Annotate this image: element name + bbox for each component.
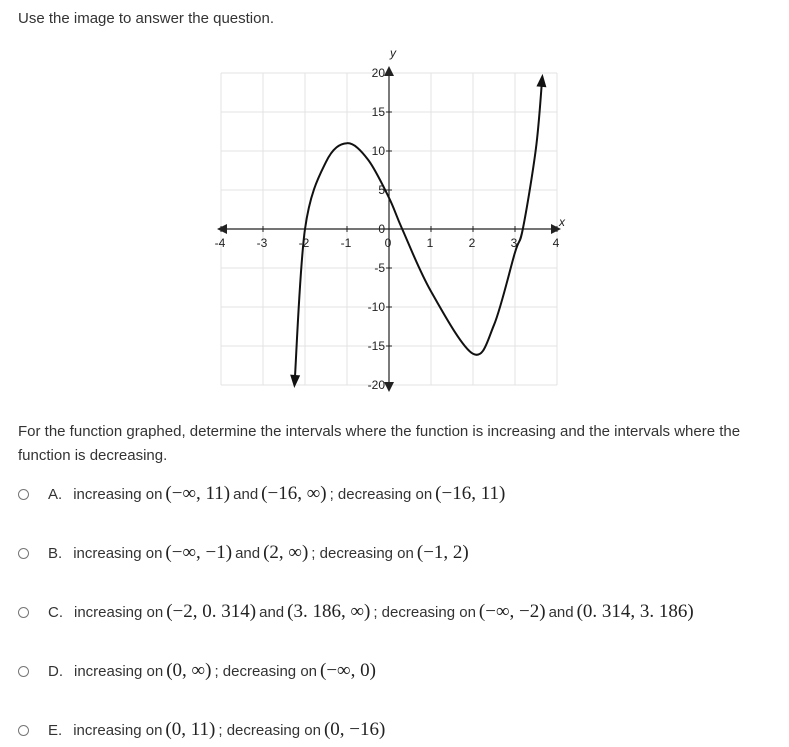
y-tick-label: 15 (371, 105, 385, 119)
x-tick-label: -2 (298, 236, 310, 250)
option-e-letter: E. (48, 721, 63, 739)
option-d-letter: D. (48, 662, 63, 680)
option-b[interactable] (18, 542, 469, 564)
option-e[interactable] (18, 719, 385, 741)
y-tick-label: 5 (378, 183, 385, 197)
x-tick-label: -3 (256, 236, 268, 250)
y-axis-label: y (390, 46, 396, 60)
y-tick-label: 0 (378, 222, 385, 236)
function-graph (200, 40, 580, 405)
option-a[interactable] (18, 483, 505, 505)
tick-labels (215, 46, 566, 392)
radio-option-d[interactable] (18, 666, 29, 677)
option-b-letter: B. (48, 544, 63, 562)
option-b-interval-1: (−∞, −1) (165, 542, 233, 563)
y-tick-label: -15 (367, 339, 385, 353)
x-axis-label: x (559, 215, 565, 229)
option-c-interval-2: (3. 186, ∞) (287, 601, 371, 622)
option-b-text-2: and (235, 544, 261, 562)
option-a-text-2: and (233, 485, 259, 503)
instruction-text: Use the image to answer the question. (18, 10, 274, 27)
option-a-letter: A. (48, 485, 63, 503)
option-c-interval-1: (−2, 0. 314) (166, 601, 257, 622)
option-c-interval-4: (0. 314, 3. 186) (576, 601, 694, 622)
option-a-text-3: ; decreasing on (329, 485, 433, 503)
option-d-interval-2: (−∞, 0) (320, 660, 376, 681)
y-tick-label: -10 (367, 300, 385, 314)
x-tick-label: -4 (214, 236, 226, 250)
option-e-interval-2: (0, −16) (323, 719, 386, 740)
y-tick-label: -20 (367, 378, 385, 392)
curve-arrow-up (536, 74, 546, 87)
x-tick-label: 2 (468, 236, 476, 250)
x-tick-label: 3 (510, 236, 518, 250)
radio-option-a[interactable] (18, 489, 29, 500)
option-a-interval-1: (−∞, 11) (165, 483, 231, 504)
radio-option-e[interactable] (18, 725, 29, 736)
option-b-interval-3: (−1, 2) (416, 542, 469, 563)
option-c-text-1: increasing on (74, 603, 164, 621)
question-text: For the function graphed, determine the intervals where the function is increasing and the intervals where the function is decreasing. (18, 423, 741, 464)
y-axis-up-arrow (384, 66, 394, 76)
option-c[interactable] (18, 601, 694, 623)
option-b-text-3: ; decreasing on (311, 544, 414, 562)
option-c-text-3: ; decreasing on (373, 603, 476, 621)
option-d-interval-1: (0, ∞) (166, 660, 212, 681)
curve-arrow-down (290, 375, 300, 388)
function-curve-line (295, 77, 543, 385)
option-e-text-2: ; decreasing on (218, 721, 321, 739)
option-a-interval-2: (−16, ∞) (261, 483, 327, 504)
y-tick-label: 10 (371, 144, 385, 158)
x-tick-label: -1 (340, 236, 352, 250)
x-tick-label: 0 (384, 236, 392, 250)
y-tick-label: -5 (374, 261, 385, 275)
option-b-interval-2: (2, ∞) (263, 542, 309, 563)
option-a-interval-3: (−16, 11) (435, 483, 506, 504)
radio-option-c[interactable] (18, 607, 29, 618)
y-axis-down-arrow (384, 382, 394, 392)
option-c-text-2: and (259, 603, 285, 621)
option-b-text-1: increasing on (73, 544, 163, 562)
x-tick-label: 1 (426, 236, 434, 250)
option-e-interval-1: (0, 11) (165, 719, 216, 740)
option-c-interval-3: (−∞, −2) (478, 601, 546, 622)
option-d-text-1: increasing on (74, 662, 164, 680)
option-a-text-1: increasing on (73, 485, 163, 503)
option-d[interactable] (18, 660, 376, 682)
option-e-text-1: increasing on (73, 721, 163, 739)
option-c-text-4: and (548, 603, 574, 621)
function-curve (290, 74, 546, 388)
option-d-text-2: ; decreasing on (214, 662, 318, 680)
y-tick-label: 20 (371, 66, 385, 80)
radio-option-b[interactable] (18, 548, 29, 559)
x-axis-left-arrow (217, 224, 227, 234)
x-tick-label: 4 (552, 236, 560, 250)
option-c-letter: C. (48, 603, 63, 621)
